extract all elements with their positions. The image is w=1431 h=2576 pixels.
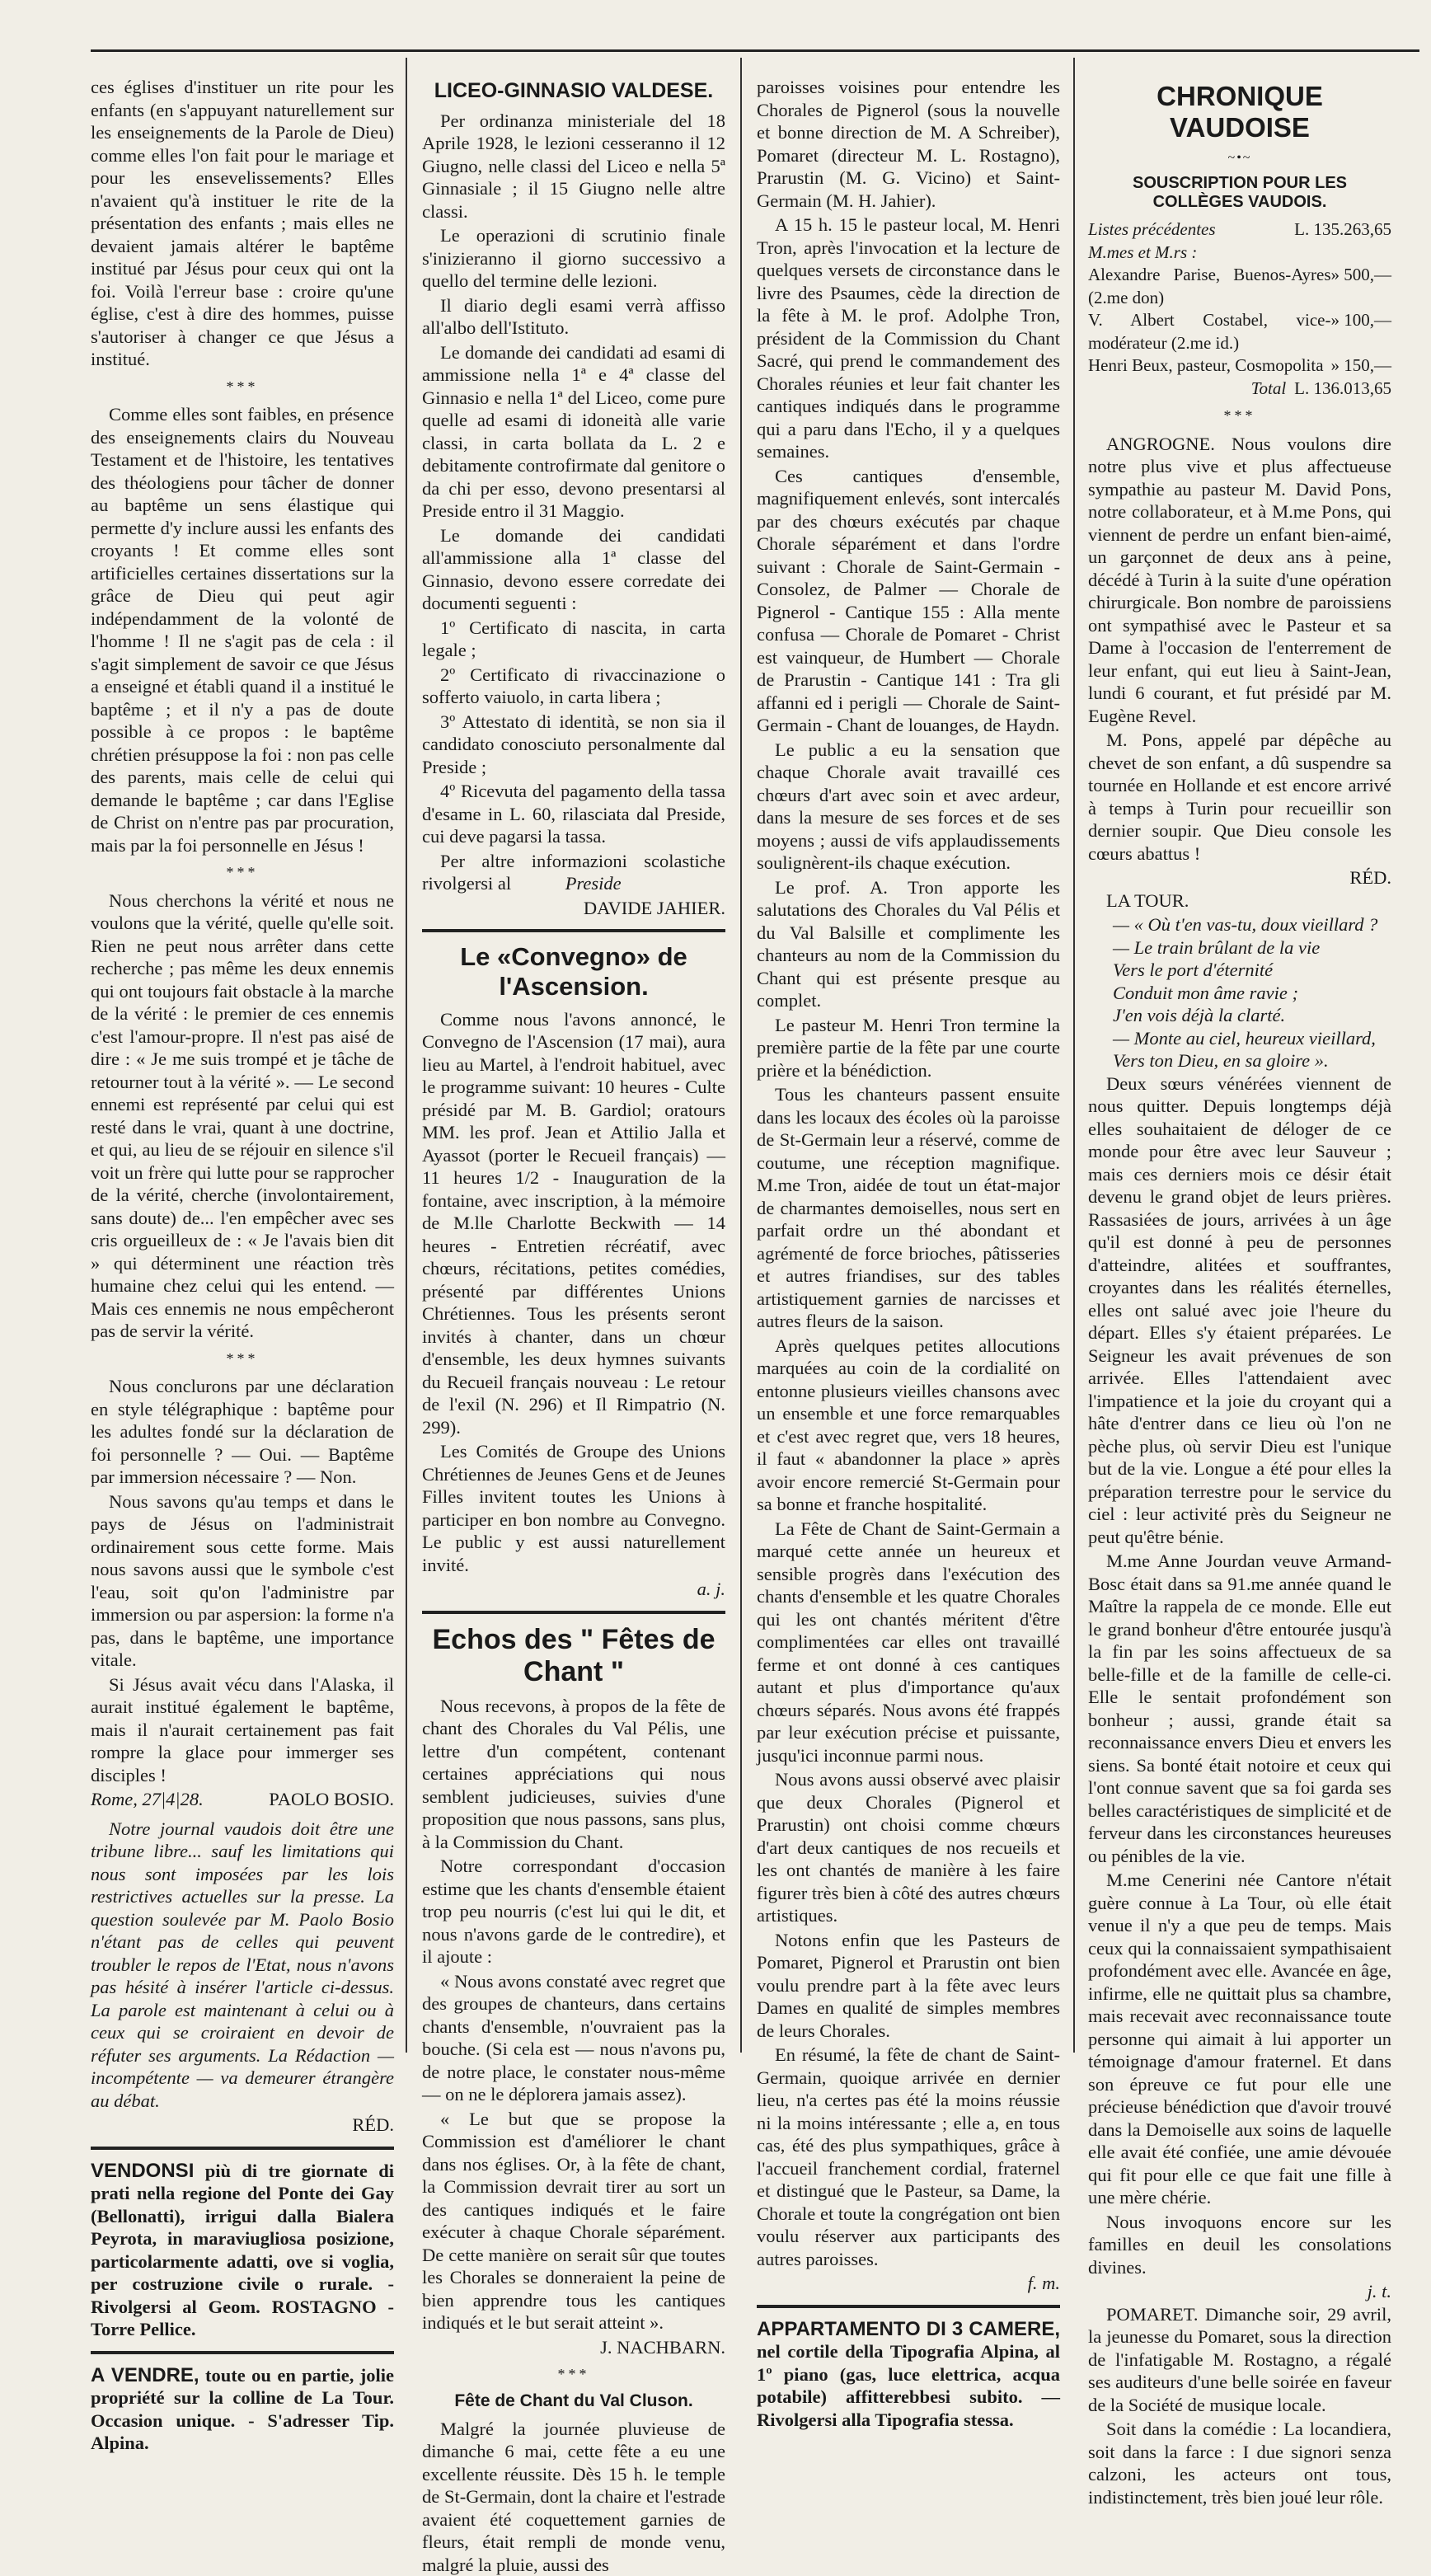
subscription-total: [1088, 378, 1391, 401]
poem-line: — « Où t'en vas-tu, doux vieillard ?: [1113, 914, 1378, 936]
separator-stars: ***: [226, 1349, 259, 1367]
poem-line: J'en vois déjà la clarté.: [1113, 1005, 1286, 1026]
row-label: M.mes et M.rs :: [1088, 242, 1198, 262]
article-title: Echos des " Fêtes de Chant ": [432, 1623, 716, 1687]
separator-stars: ***: [1223, 407, 1256, 425]
row-amount: L. 135.263,65: [1294, 219, 1391, 240]
paragraph: 1º Certificato di nascita, in carta legale ;: [422, 617, 725, 661]
classified-ad: [91, 2160, 394, 2341]
paragraph: Le public a eu la sensation que chaque Chorale avait travaillé ces chœurs d'art avec soin et avec ardeur, dans la mesure de ses forces et de ses moyens ; aussi de vifs applaudissements soulignèrent-ils chaque exécution.: [757, 739, 1060, 873]
divider: [91, 2147, 394, 2150]
row-label: Listes précédentes: [1088, 219, 1216, 240]
paragraph: M. Pons, appelé par dépêche au chevet de son enfant, a dû suspendre sa tournée en Hollande et est encore arrivé à temps à Turin pour recueillir son dernier soupir. Que Dieu console les cœurs abattus !: [1088, 730, 1391, 864]
row-amount: L. 136.013,65: [1294, 378, 1391, 398]
signature: DAVIDE JAHIER.: [583, 897, 725, 918]
editorial-note: Notre journal vaudois doit être une tribune libre... sauf les limitations qui nous sont imposées par les lois restrictives actuelles sur la presse. La question soulevée par M. Paolo Bosio n'étant pas de celles qui peuvent troubler le repos de l'Etat, nous n'avons pas hésité à insérer l'article ci-dessus. La parole est maintenant à celui ou à ceux qui se croiraient en devoir de réfuter ses arguments. La Rédaction — incompétente — va demeurer étrangère au débat.: [91, 1818, 394, 2111]
text: Preside: [565, 873, 622, 894]
paragraph: A 15 h. 15 le pasteur local, M. Henri Tron, après l'invocation et la lecture de quelques versets de circonstance dans le livre des Psaumes, cède la direction de la fête à M. le prof. Adolphe Tron, président de la Commission du Chant Sacré, qui prend le commandement des Chorales réunies et leur fait chanter les cantiques indiqués dans le programme qui a paru dans l'Echo, il y a quelques semaines.: [757, 214, 1060, 462]
paragraph: La Fête de Chant de Saint-Germain a marqué cette année un heureux et sensible progrès dans l'exécution des chants d'ensemble et les quatre Chorales qui les ont chantés méritent d'être complimentées car elles ont travaillé ferme et ont donné à ces cantiques autant et plus d'importance qu'aux chœurs séparés. Nous avons été frappés par leur exécution précise et puissante, jusqu'ici inconnue parmi nous.: [757, 1518, 1060, 1766]
signature: RÉD.: [1349, 867, 1391, 889]
subscription-row: [1088, 309, 1391, 354]
poem-line: Vers le port d'éternité: [1113, 960, 1274, 981]
ad-text: più di tre giornate di prati nella regione del Ponte dei Gay (Bellonatti), irrigui dalla Bialera Peyrota, in maraviugliosa posizione, particolarmente adatti, ove si voglia, per costruzione civile o rurale. - Rivolgersi al Geom. ROSTAGNO - Torre Pellice.: [91, 2160, 394, 2339]
top-rule: [91, 49, 1419, 52]
paragraph: Nous avons aussi observé avec plaisir que deux Chorales (Pignerol et Prarustin) ont choisi comme chœurs d'art deux cantiques de nos recueils et les ont chantés de manière à les faire figurer très bien à côté des autres chœurs artistiques.: [757, 1769, 1060, 1926]
paragraph: 3º Attestato di identità, se non sia il candidato conosciuto personalmente dal Preside ;: [422, 711, 725, 777]
subscription-row: [1088, 218, 1391, 242]
place-heading: LA TOUR.: [1106, 889, 1189, 911]
subscription-row: [1088, 264, 1391, 309]
row-amount: » 500,—: [1330, 265, 1391, 285]
editorial-signature: RÉD.: [352, 2114, 394, 2135]
row-amount: » 100,—: [1330, 310, 1391, 331]
signature: j. t.: [1367, 2281, 1391, 2302]
ad-lead: A VENDRE,: [91, 2363, 199, 2386]
signature-name: PAOLO BOSIO.: [269, 1789, 394, 1809]
paragraph: M.me Cenerini née Cantore n'était guère connue à La Tour, où elle était venue il n'y a que peu de temps. Mais ceux qui la connaissaient sympathisaient profondément avec elle. Avancée en âge, infirme, elle ne quittait plus sa chambre, mais recevait avec reconnaissance toute personne qui aimait à lui apporter un témoignage d'amour fraternel. Et dans son épreuve ce fut pour elle une précieuse bénédiction que d'avoir trouvé dans la Demoiselle aux soins de laquelle elle avait été confiée, une amie dévouée qui fit pour elle ce que fait une fille à une mère chérie.: [1088, 1870, 1391, 2208]
ad-text: toute ou en partie, jolie propriété sur la colline de La Tour. Occasion unique. - S'adresser Tip. Alpina.: [91, 2364, 395, 2453]
article-title: Fête de Chant du Val Cluson.: [454, 2391, 693, 2410]
text: Per altre informazioni scolastiche rivolgersi al: [422, 850, 725, 894]
classified-ad: [757, 2318, 1060, 2432]
article-title: Le «Convegno» de l'Ascension.: [460, 942, 687, 1001]
paragraph: POMARET. Dimanche soir, 29 avril, la jeunesse du Pomaret, sous la direction de l'infatigable M. Rostagno, a régalé ses auditeurs d'une belle soirée en faveur de la Société de musique locale.: [1088, 2303, 1391, 2415]
row-label: V. Albert Costabel, vice-modérateur (2.me id.): [1088, 310, 1331, 353]
article-title: LICEO-GINNASIO VALDESE.: [434, 79, 714, 102]
paragraph: Si Jésus avait vécu dans l'Alaska, il aurait institué également le baptême, mais il n'aurait certainement pas fait rompre la glace pour immerger ses disciples !: [91, 1673, 394, 1785]
paragraph: Nous cherchons la vérité et nous ne voulons que la vérité, quelle qu'elle soit. Rien ne peut nous arrêter dans cette recherche ; pas même les deux ennemis qui ont toujours fait obstacle à la marche de la vérité : le premier de ces ennemis c'est l'amour-propre. Il n'est pas aisé de dire : « Je me suis trompé et je tâche de retourner tout à la vérité ». — Le second ennemi est représenté par celui qui est resté dans le vrai, quant à une doctrine, et qui, au lieu de se réjouir en silence s'il voit un frère qui lutte pour se rapprocher de la vérité, cherche (involontairement, sans doute) de... l'en empêcher avec ses cris orgueilleux de : « Je l'avais bien dit » qui déterminent une réaction très humaine chez celui qui les entend. — Mais ces ennemis ne nous empêcheront pas de servir la vérité.: [91, 889, 394, 1341]
divider: [757, 2305, 1060, 2308]
divider: [91, 2351, 394, 2354]
paragraph: Nous invoquons encore sur les familles en deuil les consolations divines.: [1088, 2211, 1391, 2278]
signature: a. j.: [697, 1579, 725, 1600]
section-title: CHRONIQUE VAUDOISE: [1157, 81, 1323, 143]
paragraph: Comme nous l'avons annoncé, le Convegno de l'Ascension (17 mai), aura lieu au Martel, à l'endroit habituel, avec le programme suivant: 10 heures - Culte présidé par M. B. Gardiol; oratours MM. les prof. Jean et Attilio Jalla et Ayassot (porter le Recueil français) — 11 heures 1/2 - Inauguration de la fontaine, avec inscription, à la mémoire de M.lle Charlotte Beckwith — 14 heures - Entretien récréatif, avec chœurs, récitations, petites comédies, présenté par différentes Unions Chrétiennes. Tous les présents seront invités à chanter, dans un chœur d'ensemble, les deux hymnes suivants du Recueil français nouveau : Le retour de l'exil (N. 296) et Il Rimpatrio (N. 299).: [422, 1008, 725, 1438]
ad-lead: VENDONSI: [91, 2159, 195, 2182]
divider: [422, 929, 725, 932]
paragraph: Après quelques petites allocutions marquées au coin de la cordialité on entonne plusieurs vieilles chansons avec un ensemble et une force remarquables et c'est avec regret que, vers 18 heures, il faut « abandonner la place » après avoir encore remercié St-Germain pour sa bonne et franche hospitalité.: [757, 1335, 1060, 1514]
paragraph: Le prof. A. Tron apporte les salutations des Chorales du Val Pélis et du Val Balsille et complimente les chanteurs au nom de la Commission du Chant qui est présente presque au complet.: [757, 876, 1060, 1011]
signature: f. m.: [1027, 2273, 1060, 2293]
subscription-title: SOUSCRIPTION POUR LES COLLÈGES VAUDOIS.: [1132, 174, 1348, 212]
row-label: Henri Beux, pasteur, Cosmopolita: [1088, 355, 1324, 376]
paragraph: En résumé, la fête de chant de Saint-Germain, quoique arrivée en dernier lieu, n'a certes pas été la moins réussie ni la moins intéressante ; elle a, en tous cas, été des plus sympathiques, grâce à l'accueil franchement cordial, fraternel et distingué que le Pasteur, sa Dame, la Chorale et toute la congrégation ont bien voulu réserver aux participants des autres paroisses.: [757, 2044, 1060, 2269]
paragraph: 2º Certificato di rivaccinazione o sofferto vaiuolo, in carta libera ;: [422, 664, 725, 708]
row-label: Total: [1250, 378, 1287, 398]
row-amount: » 150,—: [1330, 355, 1391, 376]
separator-stars: ***: [557, 2366, 590, 2383]
signature-place: Rome, 27|4|28.: [91, 1789, 204, 1809]
paragraph: Comme elles sont faibles, en présence des enseignements clairs du Nouveau Testament et de l'histoire, les tentatives des théologiens pour tâcher de donner au baptême un sens élastique qui permette d'y inclure aussi les enfants des croyants ! Et comme elles sont artificielles certaines dissertations sur la grâce de Dieu qui peut agir indépendamment de la volonté de l'homme ! Il ne s'agit pas de cela : il s'agit simplement de savoir ce que Jésus a enseigné et établi quand il a institué le baptême ; et il n'y a pas de doute possible à ce propos : le baptême chrétien présuppose la foi : non pas celle des parents, mais celle de celui qui demande le baptême ; car dans l'Eglise de Christ on n'entre pas par procuration, mais par la foi personnelle en Jésus !: [91, 404, 394, 856]
separator-stars: ***: [226, 864, 259, 880]
paragraph: Per ordinanza ministeriale del 18 Aprile 1928, le lezioni cesseranno il 12 Giugno, nelle classi del Liceo e nella 5ª Ginnasiale ; il 15 Giugno nelle altre classi.: [422, 110, 725, 222]
column-2: [422, 76, 725, 2575]
signature-line: [91, 1788, 394, 1811]
column-3: [757, 76, 1060, 2430]
ad-text: nel cortile della Tipografia Alpina, al 1º piano (gas, luce elettrica, acqua potabile) affitterebbesi subito. — Rivolgersi alla Tipografia stessa.: [757, 2341, 1060, 2430]
column-divider: [1073, 58, 1075, 2053]
signature: J. NACHBARN.: [600, 2336, 725, 2358]
column-1: [91, 76, 395, 2453]
paragraph: Tous les chanteurs passent ensuite dans les locaux des écoles où la paroisse de St-Germain leur a réservé, comme de coutume, une réception magnifique. M.me Tron, aidée de tout un état-major de charmantes demoiselles, nous sert en parfait ordre un thé abondant et agrémenté de force brioches, pâtisseries et autres friandises, sur des tables artistiquement garnies de narcisses et autres fleurs de la saison.: [757, 1084, 1060, 1331]
column-divider: [740, 58, 742, 2053]
ornament: ~•~: [1227, 150, 1252, 165]
paragraph: Ces cantiques d'ensemble, magnifiquement enlevés, sont intercalés par des chœurs exécutés par chaque Chorale séparément et dans l'ordre suivant : Chorale de Saint-Germain - Consolez, de Palmer — Chorale de Pignerol - Cantique 155 : Alla mente confusa — Chorale de Pomaret - Christ est vainqueur, de Humbert — Chorale de Prarustin - Cantique 141 : Tra gli affanni ed i perigli — Chorale de Saint-Germain - Chant de louanges, de Haydn.: [757, 465, 1060, 735]
subscription-row: [1088, 354, 1391, 378]
paragraph: ces églises d'instituer un rite pour les enfants (en s'appuyant naturellement sur les enseignements de la Parole de Dieu) comme elles l'on fait pour le mariage et pour les ensevelissements? Elles n'avaient qu'à instituer le rite de la présentation des enfants ; mais elles ne devaient jamais altérer le baptême institué par Jésus pour ceux qui ont la foi. Voilà l'erreur base : croire qu'une église, c'est à dire des hommes, puisse s'autoriser à changer ce que Jésus a institué.: [91, 77, 394, 369]
paragraph: Le operazioni di scrutinio finale s'inizieranno il giorno successivo a quello del termine delle lezioni.: [422, 225, 725, 292]
paragraph: Il diario degli esami verrà affisso all'albo dell'Istituto.: [422, 294, 725, 339]
divider: [422, 1611, 725, 1614]
paragraph: [422, 850, 725, 895]
paragraph: Notons enfin que les Pasteurs de Pomaret, Pignerol et Prarustin ont bien voulu prendre part à la fête avec leurs Dames en qualité de simples membres de leurs Chorales.: [757, 1929, 1060, 2041]
paragraph: Malgré la journée pluvieuse de dimanche 6 mai, cette fête a eu une excellente réussite. Dès 15 h. le temple de St-Germain, dont la chaire et l'estrade avaient été coquettement garnies de fleurs, était rempli de monde venu, malgré la pluie, aussi des: [422, 2418, 725, 2575]
poem-line: — Le train brûlant de la vie: [1113, 936, 1321, 958]
classified-ad: [91, 2364, 394, 2455]
paragraph: « Le but que se propose la Commission est d'améliorer le chant dans nos églises. Or, à la fête de chant, la Commission devrait tirer au sort un des cantiques indiqués et le faire exécuter à chaque Chorale séparément. De cette manière on serait sûr que toutes les Chorales se donneraient la peine de bien apprendre tous les cantiques indiqués et le but serait atteint ».: [422, 2108, 725, 2334]
paragraph: Nous savons qu'au temps et dans le pays de Jésus on l'administrait ordinairement sous cette forme. Mais nous savons aussi que le symbole c'est l'eau, soit qu'on l'administre par immersion ou par aspersion: la forme n'a pas, dans le baptême, une importance vitale.: [91, 1490, 394, 1670]
poem-line: — Monte au ciel, heureux vieillard,: [1113, 1027, 1376, 1049]
column-4: [1088, 76, 1391, 2508]
separator-stars: ***: [226, 378, 259, 395]
paragraph: « Nous avons constaté avec regret que des groupes de chanteurs, dans certains chants d'ensemble, n'ouvraient pas la bouche. (Si cela est — nous n'avons pu, de notre place, le constater nous-même — on ne le déplorera jamais assez).: [422, 1970, 725, 2105]
paragraph: Nous recevons, à propos de la fête de chant des Chorales du Val Pélis, une lettre d'un compétent, contenant certaines appréciations qui nous semblent judicieuses, suivies d'une proposition que nous passons, sans plus, à la Commission du Chant.: [422, 1695, 725, 1852]
ad-lead: APPARTAMENTO DI 3 CAMERE,: [757, 2317, 1060, 2340]
paragraph: Le domande dei candidati ad esami di ammissione nella 1ª e 4ª classe del Ginnasio e nella 1ª del Liceo, come pure quelle ad esami di idoneità alle varie classi, in carta bollata da L. 2 e debitamente controfirmate dal genitore o da chi per esso, devono presentarsi al Preside entro il 31 Maggio.: [422, 341, 725, 522]
poem-line: Conduit mon âme ravie ;: [1113, 982, 1298, 1003]
subscription-row: [1088, 242, 1391, 265]
paragraph: Deux sœurs vénérées viennent de nous quitter. Depuis longtemps déjà elles souhaitaient de déloger de ce monde pour être avec leur Sauveur ; mais ces derniers mois ce désir était devenu le grand objet de leurs prières. Rassasiées de jours, arrivées à un âge qu'il est donné à peu de personnes d'atteindre, alitées et souffrantes, croyantes dans les réalités éternelles, elles ont salué avec joie l'heure du départ. Elles s'y étaient préparées. Le Seigneur les avait prévenues de son arrivée. Elles l'attendaient avec l'impatience et la joie du croyant qui a hâte d'entrer dans ce lieu où l'on ne pèche plus, où servir Dieu est l'unique but de la vie. Longue a été pour elles la préparation terrestre pour le service du ciel : leur activité près du Seigneur ne peut qu'être bénie.: [1088, 1072, 1391, 1547]
paragraph: paroisses voisines pour entendre les Chorales de Pignerol (sous la nouvelle et bonne direction de M. A Schreiber), Pomaret (directeur M. L. Rostagno), Prarustin (M. G. Vicino) et Saint-Germain (M. H. Jahier).: [757, 77, 1060, 211]
paragraph: Nous conclurons par une déclaration en style télégraphique : baptême pour les adultes fondé sur la déclaration de foi personnelle ? — Oui. — Baptême par immersion nécessaire ? — Non.: [91, 1376, 394, 1487]
paragraph: Les Comités de Groupe des Unions Chrétiennes de Jeunes Gens et de Jeunes Filles invitent toutes les Unions à participer en bon nombre au Convegno. Le public y est aussi naturellement invité.: [422, 1441, 725, 1575]
paragraph: ANGROGNE. Nous voulons dire notre plus vive et plus affectueuse sympathie au pasteur M. David Pons, notre collaborateur, et à M.me Pons, qui viennent de perdre un enfant bien-aimé, un garçonnet de deux ans à peine, décédé à Turin à la suite d'une opération chirurgicale. Bon nombre de paroissiens ont sympathisé avec le Pasteur et sa Dame à l'occasion de l'enterrement de leur enfant, qui eut lieu à Saint-Jean, lundi 6 courant, et fut présidé par M. Eugène Revel.: [1088, 433, 1391, 726]
paragraph: Soit dans la comédie : La locandiera, soit dans la farce : I due signori senza calzoni, les acteurs ont tous, indistinctement, très bien joué leur rôle.: [1088, 2419, 1391, 2508]
poem-line: Vers ton Dieu, en sa gloire ».: [1113, 1050, 1329, 1072]
paragraph: Le pasteur M. Henri Tron termine la première partie de la fête par une courte prière et la bénédiction.: [757, 1014, 1060, 1081]
paragraph: Le domande dei candidati all'ammissione alla 1ª classe del Ginnasio, devono essere corredate dei documenti seguenti :: [422, 524, 725, 614]
paragraph: Notre correspondant d'occasion estime que les chants d'ensemble étaient trop peu nourris (c'est lui qui le dit, et nous n'avons garde de le contredire), et il ajoute :: [422, 1856, 725, 1968]
paragraph: 4º Ricevuta del pagamento della tassa d'esame in L. 60, rilasciata dal Preside, cui deve pagarsi la tassa.: [422, 781, 725, 847]
row-label: Alexandre Parise, Buenos-Ayres (2.me don): [1088, 265, 1331, 307]
column-divider: [406, 58, 407, 2053]
subscription-list: [1088, 218, 1391, 400]
poem: [1088, 913, 1391, 1072]
paragraph: M.me Anne Jourdan veuve Armand-Bosc était dans sa 91.me année quand le Maître la rappela de ce monde. Elle eut le grand bonheur d'être entourée jusqu'à la fin par les soins affectueux de sa belle-fille et de la famille de celle-ci. Elle le sentait profondément son bonheur ; aussi, grande était sa reconnaissance envers Dieu et envers les siens. Sa bonté était notoire et ceux qui l'ont connue savent que sa foi garda ses belles caractéristiques de simplicité et de ferveur dans les circonstances heureuses ou pénibles de la vie.: [1088, 1551, 1391, 1866]
